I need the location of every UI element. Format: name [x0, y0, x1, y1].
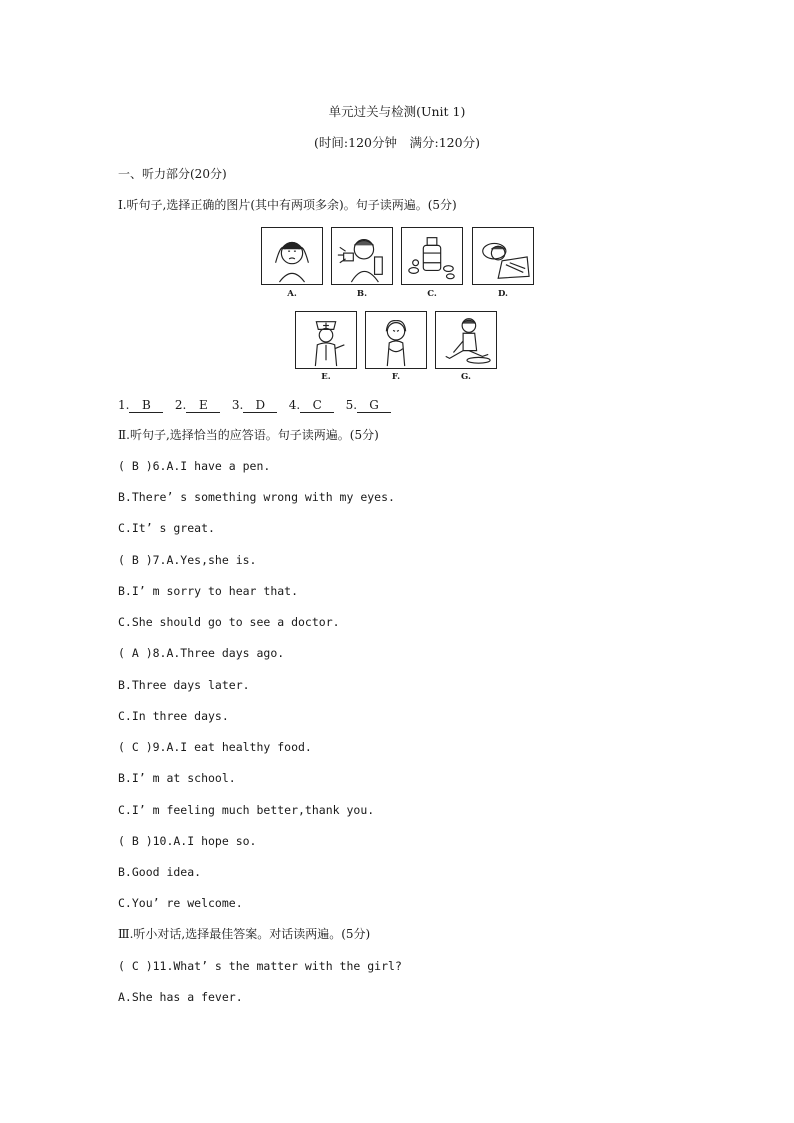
option-line: B.Three days later.	[118, 678, 250, 692]
question-line: ( B )10.A.I hope so.	[118, 834, 257, 848]
option-line: C.You’ re welcome.	[118, 896, 243, 910]
option-line: B.There’ s something wrong with my eyes.	[118, 490, 395, 504]
picture-label: A.	[287, 289, 297, 299]
question-line: ( B )6.A.I have a pen.	[118, 459, 271, 473]
hurt-leg-boy-icon	[435, 311, 497, 369]
picture-label: D.	[497, 289, 509, 299]
option-line: B.Good idea.	[118, 865, 202, 879]
picture-label: F.	[391, 372, 401, 382]
page-subtitle: (时间:120分钟 满分:120分)	[314, 135, 480, 150]
option-line: C.She should go to see a doctor.	[118, 615, 340, 629]
part-heading: 一、听力部分(20分)	[118, 167, 227, 181]
answer-number: 4.	[288, 398, 301, 412]
option-line: B.I’ m sorry to hear that.	[118, 584, 299, 598]
answer-number: 2.	[174, 398, 187, 412]
question-line: ( B )7.A.Yes,she is.	[118, 553, 257, 567]
answer-number: 1.	[118, 398, 130, 412]
answer-number: 3.	[231, 398, 244, 412]
page-title: 单元过关与检测(Unit 1)	[328, 104, 466, 119]
answer-blank: E	[186, 399, 220, 413]
picture-label: E.	[321, 372, 331, 382]
question-line: ( C )9.A.I eat healthy food.	[118, 740, 312, 754]
section2-title: Ⅱ.听句子,选择恰当的应答语。句子读两遍。(5分)	[118, 428, 379, 442]
option-line: A.She has a fever.	[118, 990, 243, 1004]
medicine-bottle-icon	[401, 227, 463, 285]
sneezing-boy-icon	[331, 227, 393, 285]
section1-title: Ⅰ.听句子,选择正确的图片(其中有两项多余)。句子读两遍。(5分)	[118, 198, 457, 212]
option-line: C.In three days.	[118, 709, 229, 723]
picture-label: G.	[461, 372, 471, 382]
option-line: C.It’ s great.	[118, 521, 215, 535]
question-line: ( A )8.A.Three days ago.	[118, 646, 285, 660]
picture-label: B.	[356, 289, 368, 299]
section3-title: Ⅲ.听小对话,选择最佳答案。对话读两遍。(5分)	[118, 927, 371, 941]
option-line: B.I’ m at school.	[118, 771, 236, 785]
answer-number: 5.	[345, 398, 358, 412]
question-line: ( C )11.What’ s the matter with the girl?	[118, 959, 402, 973]
answer-blank: G	[357, 399, 391, 413]
option-line: C.I’ m feeling much better,thank you.	[118, 803, 375, 817]
answer-blank: D	[243, 399, 277, 413]
answer-row	[118, 397, 391, 413]
picture-label: C.	[427, 289, 437, 299]
headache-boy-icon	[261, 227, 323, 285]
stomachache-girl-icon	[365, 311, 427, 369]
answer-blank: B	[129, 399, 163, 413]
answer-blank: C	[300, 399, 334, 413]
sick-in-bed-icon	[472, 227, 534, 285]
nurse-icon	[295, 311, 357, 369]
